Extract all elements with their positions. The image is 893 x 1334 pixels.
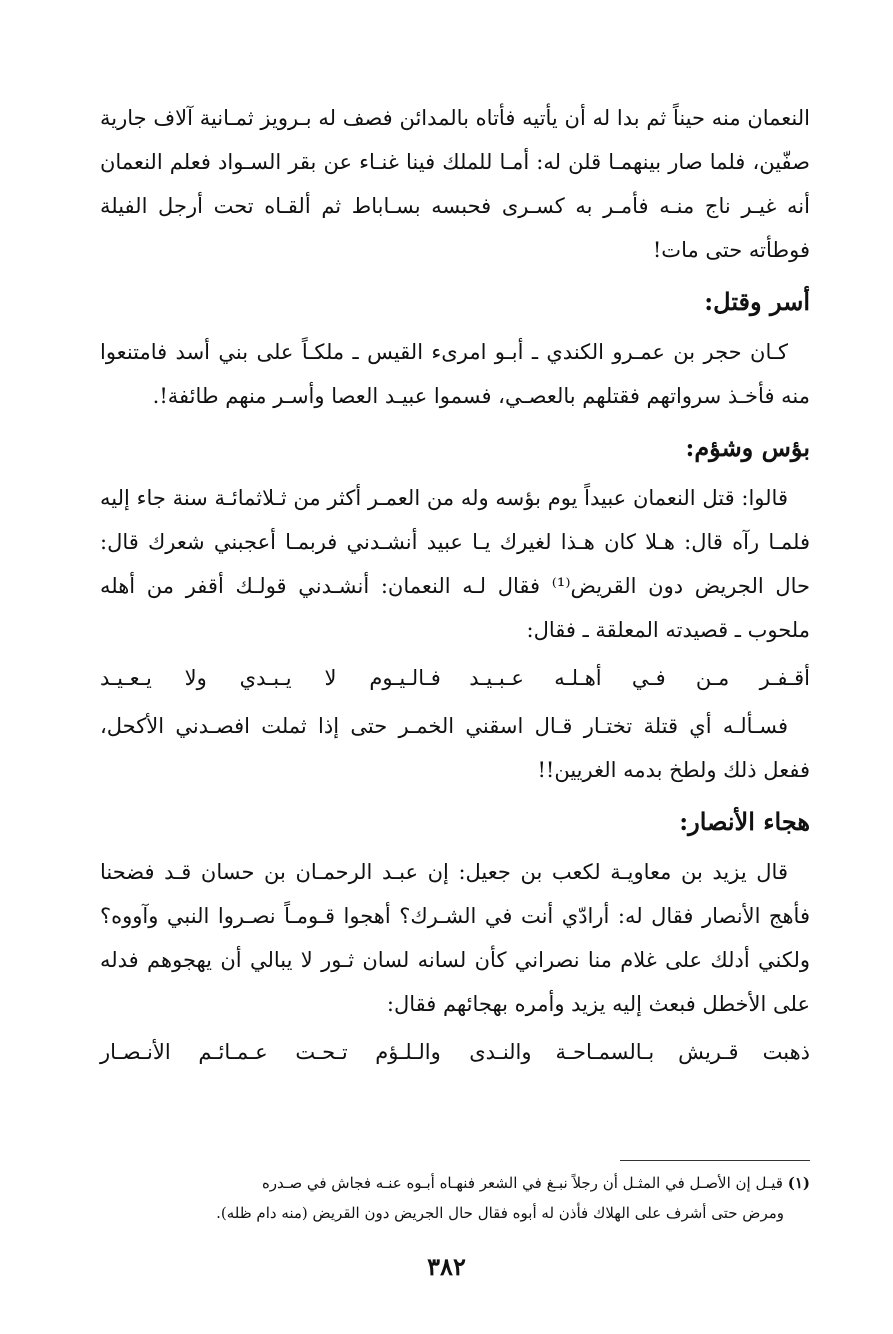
paragraph: فسـألـه أي قتلة تختـار قـال اسقني الخمـر حتى إذا ثملت افصـدني الأكحل، ففعل ذلك ولطخ بدمه الغريين!! <box>100 714 810 782</box>
main-text <box>100 96 810 1078</box>
paragraph: قال يزيد بن معاويـة لكعب بن جعيل: إن عبـد الرحمـان بن حسان قـد فضحنا فأهج الأنصار فقال له: أرادّي أنت في الشـرك؟ أهجوا قـومـاً نصـروا النبي وآووه؟ ولكني أدلك على غلام منا نصراني كأن لسانه لسان ثـور لا يبالي أن يهجوهم فدله على الأخطل فبعث إليه يزيد وأمره بهجائهم فقال: <box>100 860 810 1016</box>
verse-second-hemistich: فـالـيـوم لا يـبـدي ولا يـعـيـد <box>100 666 441 690</box>
section-heading: هجاء الأنصار: <box>679 807 810 836</box>
verse-second-hemistich: والـلـؤم تـحـت عـمـائـم الأنـصـار <box>100 1040 441 1064</box>
footnote-continuation: ومرض حتى أشرف على الهلاك فأذن له أبوه فقال حال الجريض دون القريض (منه دام ظله). <box>216 1204 784 1222</box>
paragraph: كـان حجر بن عمـرو الكندي ـ أبـو امرىء القيس ـ ملكـاً على بني أسد فامتنعوا منه فأخـذ سرواتهم فقتلهم بالعصـي، فسموا عبيـد العصا وأسـر منهم طائفة!. <box>100 340 810 408</box>
verse-first-hemistich: أقـفـر مـن فـي أهـلـه عـبـيـد <box>469 666 810 690</box>
page-number: ٣٨٢ <box>427 1252 466 1281</box>
section-heading: بؤس وشؤم: <box>685 433 810 462</box>
footnote <box>100 1168 810 1198</box>
footnote-divider <box>620 1160 810 1161</box>
footnotes <box>100 1168 810 1228</box>
verse-first-hemistich: ذهبت قـريش بـالسمـاحـة والنـدى <box>469 1040 810 1064</box>
section-heading: أسر وقتل: <box>704 287 810 316</box>
paragraph: النعمان منه حيناً ثم بدا له أن يأتيه فأتاه بالمدائن فصف له بـرويز ثمـانية آلاف جارية صفّين، فلما صار بينهمـا قلن له: أمـا للملك فينا غنـاء عن بقر السـواد فعلم النعمان أنه غيـر ناج منـه فأمـر به كسـرى فحبسه بسـاباط ثم ألقـاه تحت أرجل الفيلة فوطأته حتى مات! <box>100 106 810 262</box>
poetry-verse <box>100 656 810 700</box>
footnote-text: قيـل إن الأصـل في المثـل أن رجلاً نبـغ في الشعر فنهـاه أبـوه عنـه فجاش في صـدره <box>261 1174 783 1192</box>
footnote-number: (١) <box>787 1174 810 1192</box>
paragraph: قالوا: قتل النعمان عبيداً يوم بؤسه وله من العمـر أكثر من ثـلاثمائـة سنة جاء إليه فلمـا رآه قال: هـلا كان هـذا لغيرك يـا عبيد أنشـدني فربمـا أعجبني شعرك قال: حال الجريض دون القريض⁽¹⁾ فقال لـه النعمان: أنشـدني قولـك أقفر من أهله ملحوب ـ قصيدته المعلقة ـ فقال: <box>100 486 810 642</box>
poetry-verse <box>100 1030 810 1074</box>
